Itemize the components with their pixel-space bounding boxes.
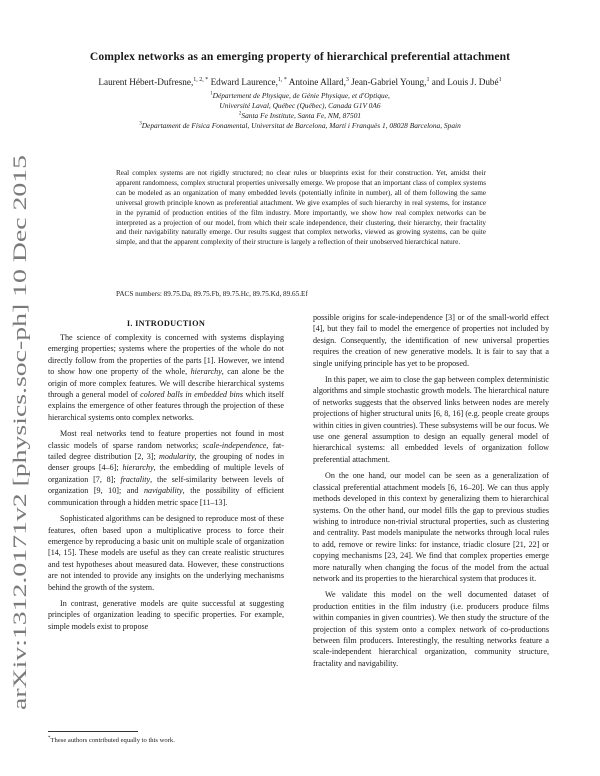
author-mark: 3 [345, 77, 349, 83]
affiliation-3 [0, 121, 600, 130]
author-list [0, 77, 600, 87]
paragraph: Sophisticated algorithms can be designed to reproduce most of these features, often based upon a multiplicative process to force their emergence by reproducing a basic unit on multiple scale of organization [14, 15]. These models are useful as they can create realistic structures and test hypotheses about measured data. However, these constructions are not intended to provide any insights on the underlying mechanisms behind the growth of the system. [48, 514, 284, 592]
affiliation-line: Département de Physique, de Génie Physique, et d'Optique, [212, 91, 390, 100]
affiliation-line: Université Laval, Québec (Québec), Canada G1V 0A6 [219, 101, 381, 110]
text-run: , fat-tailed degree distribution [2, 3]; [48, 440, 284, 462]
affiliation-1-line2 [0, 101, 600, 110]
paragraph: On the one hand, our model can be seen as a generalization of classical preferential attachment models [6, 16–20]. We can thus apply methods developed in this context by generalizing them to hierarchical systems. On the other hand, our model fills the gap to previous studies wishing to introduce non-trivial structural properties, such as clustering and centrality. Past models manipulate the networks through local rules to add, remove or rewire links: for instance, triadic closure [21, 22] or copying mechanisms [23, 24]. We find that complex properties emerge more naturally when changing the focus of the model from the actual network and its properties to the hierarchical system that produces it. [313, 471, 549, 583]
affiliation-mark: 3 [139, 121, 142, 127]
text-run: The science of complexity is concerned with systems displaying emerging properties; systems where the properties of the whole do not directly follow from the properties of the parts [1]. However, we intend to show how one property of the whole, [48, 333, 284, 377]
author-name: Antoine Allard, [288, 77, 346, 88]
text-run: , can alone be the origin of more complex features. We will describe hierarchical systems through a general model of [48, 367, 284, 400]
text-run: which itself explains the emergence of other features through the projection of these hierarchical systems onto complex networks. [48, 390, 284, 422]
arxiv-stamp-text: arXiv:1312.0171v2 [physics.soc-ph] 10 Dec 2015 [11, 340, 31, 710]
paragraph [48, 428, 284, 508]
emphasis: modularity [159, 452, 195, 462]
paragraph: We validate this model on the well documented dataset of production entities in the film industry (i.e. producers produce films within companies in given countries). We then study the structure of the projection of this system onto a complex network of co-productions between film producers. Interestingly, the resulting networks feature a scale-independent hierarchical organization, community structure, fractality and navigability. [313, 590, 549, 668]
author-mark: 1, * [277, 77, 287, 83]
footnote-text: These authors contributed equally to this work. [50, 737, 175, 745]
emphasis: scale-independence [202, 440, 267, 450]
author-name: Edward Laurence, [210, 77, 278, 88]
abstract: Real complex systems are not rigidly structured; no clear rules or blueprints exist for their construction. Yet, amidst their apparent randomness, complex structural properties universally emerge. We propose that an important class of complex systems can be modeled as an organization of many embedded levels (potentially infinite in number), all of them following the same universal growth principle known as preferential attachment. We give examples of such hierarchy in real systems, for instance in the pyramid of production entities of the film industry. More importantly, we show how real complex networks can be interpreted as a projection of our model, from which their scale independence, their clustering, their hierarchy, their fractality and their navigability naturally emerge. Our results suggest that complex networks, viewed as growing systems, can be quite simple, and that the apparent complexity of their structure is largely a reflection of their unobserved hierarchical nature. [116, 169, 486, 247]
author-name: Jean-Gabriel Young, [351, 77, 427, 88]
affiliation-line: Santa Fe Institute, Santa Fe, NM, 87501 [241, 111, 362, 120]
author-mark: 1 [498, 77, 502, 83]
footnote-rule [48, 731, 138, 732]
emphasis: hierarchy [190, 367, 222, 377]
paragraph: In this paper, we aim to close the gap between complex deterministic algorithms and simple stochastic growth models. The hierarchical nature of networks suggests that the observed links between nodes are merely projections of higher structural units [6, 8, 16] (e.g. people create groups within cities in given countries). These subsystems will be our focus. We use one general assumption to design an equally general model of hierarchical systems: all embedded levels of organization follow preferential attachment. [313, 375, 549, 464]
affiliation-mark: 2 [238, 111, 242, 117]
author-name: and Louis J. Dubé [431, 77, 499, 88]
text-run: , the self-similarity between levels of organization [9, 10]; and [48, 474, 284, 496]
affiliation-2 [0, 111, 600, 120]
right-column [313, 312, 549, 674]
affiliation-1 [0, 91, 600, 100]
emphasis: navigability [143, 486, 183, 496]
author-mark: 1 [426, 77, 430, 83]
pacs-numbers: PACS numbers: 89.75.Da, 89.75.Fb, 89.75.Hc, 89.75.Kd, 89.65.Ef [116, 290, 308, 298]
arxiv-stamp-svg [6, 150, 32, 710]
emphasis: colored balls in embedded bins [140, 390, 243, 400]
emphasis: fractality [120, 474, 151, 484]
author-name: Laurent Hébert-Dufresne, [98, 77, 194, 88]
footnote [48, 736, 284, 744]
text-run: , the possibility of efficient communication through a hidden metric space [11–13]. [48, 486, 285, 507]
emphasis: hierarchy [122, 463, 154, 473]
paragraph [48, 332, 284, 423]
footnote-mark: * [48, 736, 51, 741]
paper-title: Complex networks as an emerging property of hierarchical preferential attachment [89, 50, 511, 63]
author-mark: 1, 2, * [193, 77, 209, 83]
affiliation-mark: 1 [210, 91, 213, 97]
arxiv-stamp [6, 150, 32, 710]
text-run: , the grouping of nodes in denser groups [4–6]; [48, 452, 284, 473]
affiliation-line: Departament de Física Fonamental, Universitat de Barcelona, Martí i Franquès 1, 08028 Barcelona, Spain [141, 121, 461, 130]
left-column [48, 332, 284, 637]
paragraph: In contrast, generative models are quite successful at suggesting principles of organization leading to specific properties. For example, simple models exist to propose [48, 598, 284, 631]
section-heading: I. INTRODUCTION [126, 319, 206, 328]
text-run: Most real networks tend to feature properties not found in most classic models of sparse random networks; [48, 429, 284, 450]
text-run: , the embedding of multiple levels of organization [7, 8]; [48, 463, 284, 484]
paragraph: possible origins for scale-independence [3] or of the small-world effect [4], but they fail to model the emergence of properties not included by design. Consequently, the identification of new universal properties requires the creation of new generative models. It is fair to say that a single unifying principle has yet to be proposed. [313, 313, 549, 368]
